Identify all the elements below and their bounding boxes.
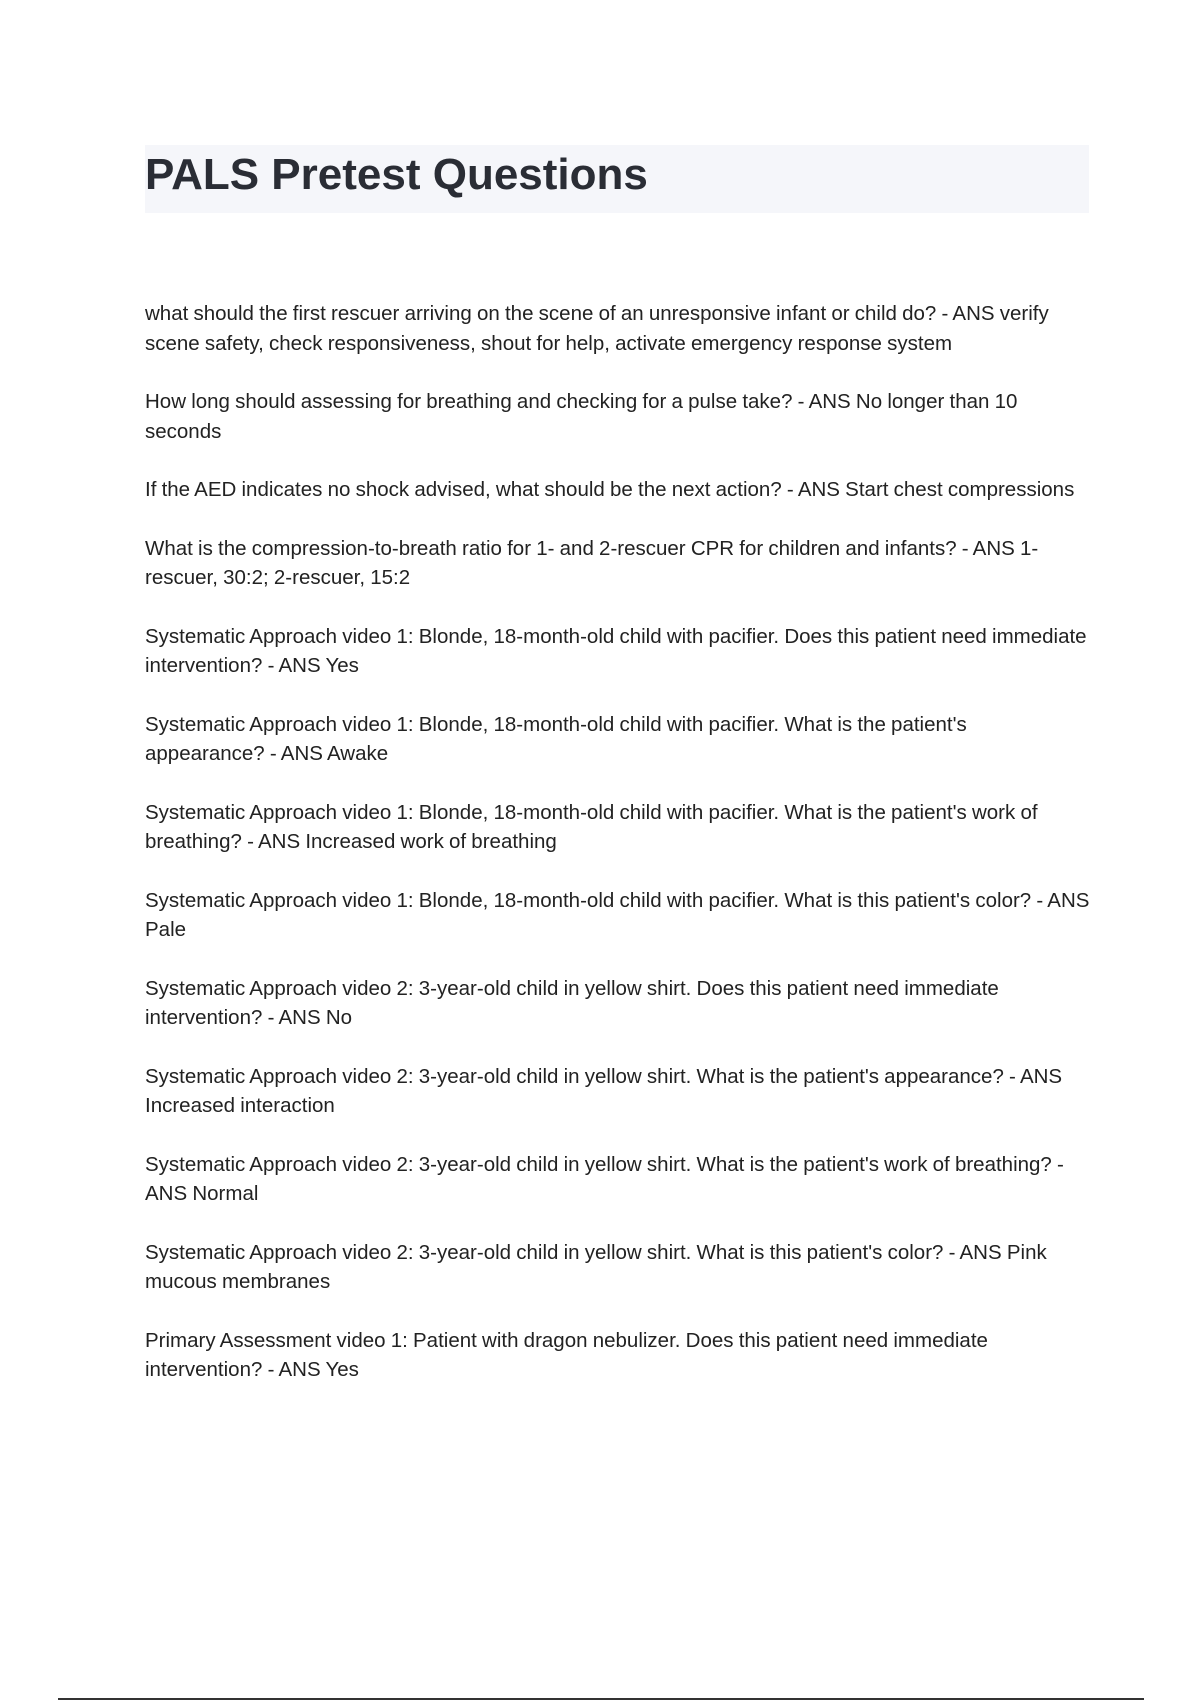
question-item: Systematic Approach video 2: 3-year-old child in yellow shirt. What is the patient's work of breathing? - ANS Normal (145, 1152, 1064, 1205)
question-item: Systematic Approach video 2: 3-year-old child in yellow shirt. Does this patient need immediate intervention? - ANS No (145, 976, 999, 1029)
question-item: Systematic Approach video 2: 3-year-old child in yellow shirt. What is the patient's appearance? - ANS Increased interaction (145, 1064, 1063, 1117)
question-item: Systematic Approach video 1: Blonde, 18-month-old child with pacifier. What is this patient's color? - ANS Pale (145, 888, 1090, 941)
question-item: Systematic Approach video 1: Blonde, 18-month-old child with pacifier. What is the patient's work of breathing? - ANS Increased work of breathing (145, 800, 1038, 853)
question-item: Systematic Approach video 1: Blonde, 18-month-old child with pacifier. What is the patient's appearance? - ANS Awake (145, 712, 967, 765)
question-item: If the AED indicates no shock advised, what should be the next action? - ANS Start chest compressions (145, 478, 1075, 501)
question-item: Systematic Approach video 1: Blonde, 18-month-old child with pacifier. Does this patient need immediate intervention? - ANS Yes (145, 624, 1087, 677)
question-item: Primary Assessment video 1: Patient with dragon nebulizer. Does this patient need immediate intervention? - ANS Yes (145, 1328, 988, 1381)
page-title: PALS Pretest Questions (145, 150, 648, 199)
question-item: Systematic Approach video 2: 3-year-old child in yellow shirt. What is this patient's color? - ANS Pink mucous membranes (145, 1240, 1047, 1293)
question-list (145, 299, 1090, 1414)
question-item: what should the first rescuer arriving on the scene of an unresponsive infant or child do? - ANS verify scene safety, check responsiveness, shout for help, activate emergency response system (145, 302, 1049, 355)
title-banner (145, 145, 1089, 213)
question-item: What is the compression-to-breath ratio for 1- and 2-rescuer CPR for children and infants? - ANS 1-rescuer, 30:2; 2-rescuer, 15:2 (145, 536, 1039, 589)
question-item: How long should assessing for breathing and checking for a pulse take? - ANS No longer than 10 seconds (145, 390, 1018, 443)
